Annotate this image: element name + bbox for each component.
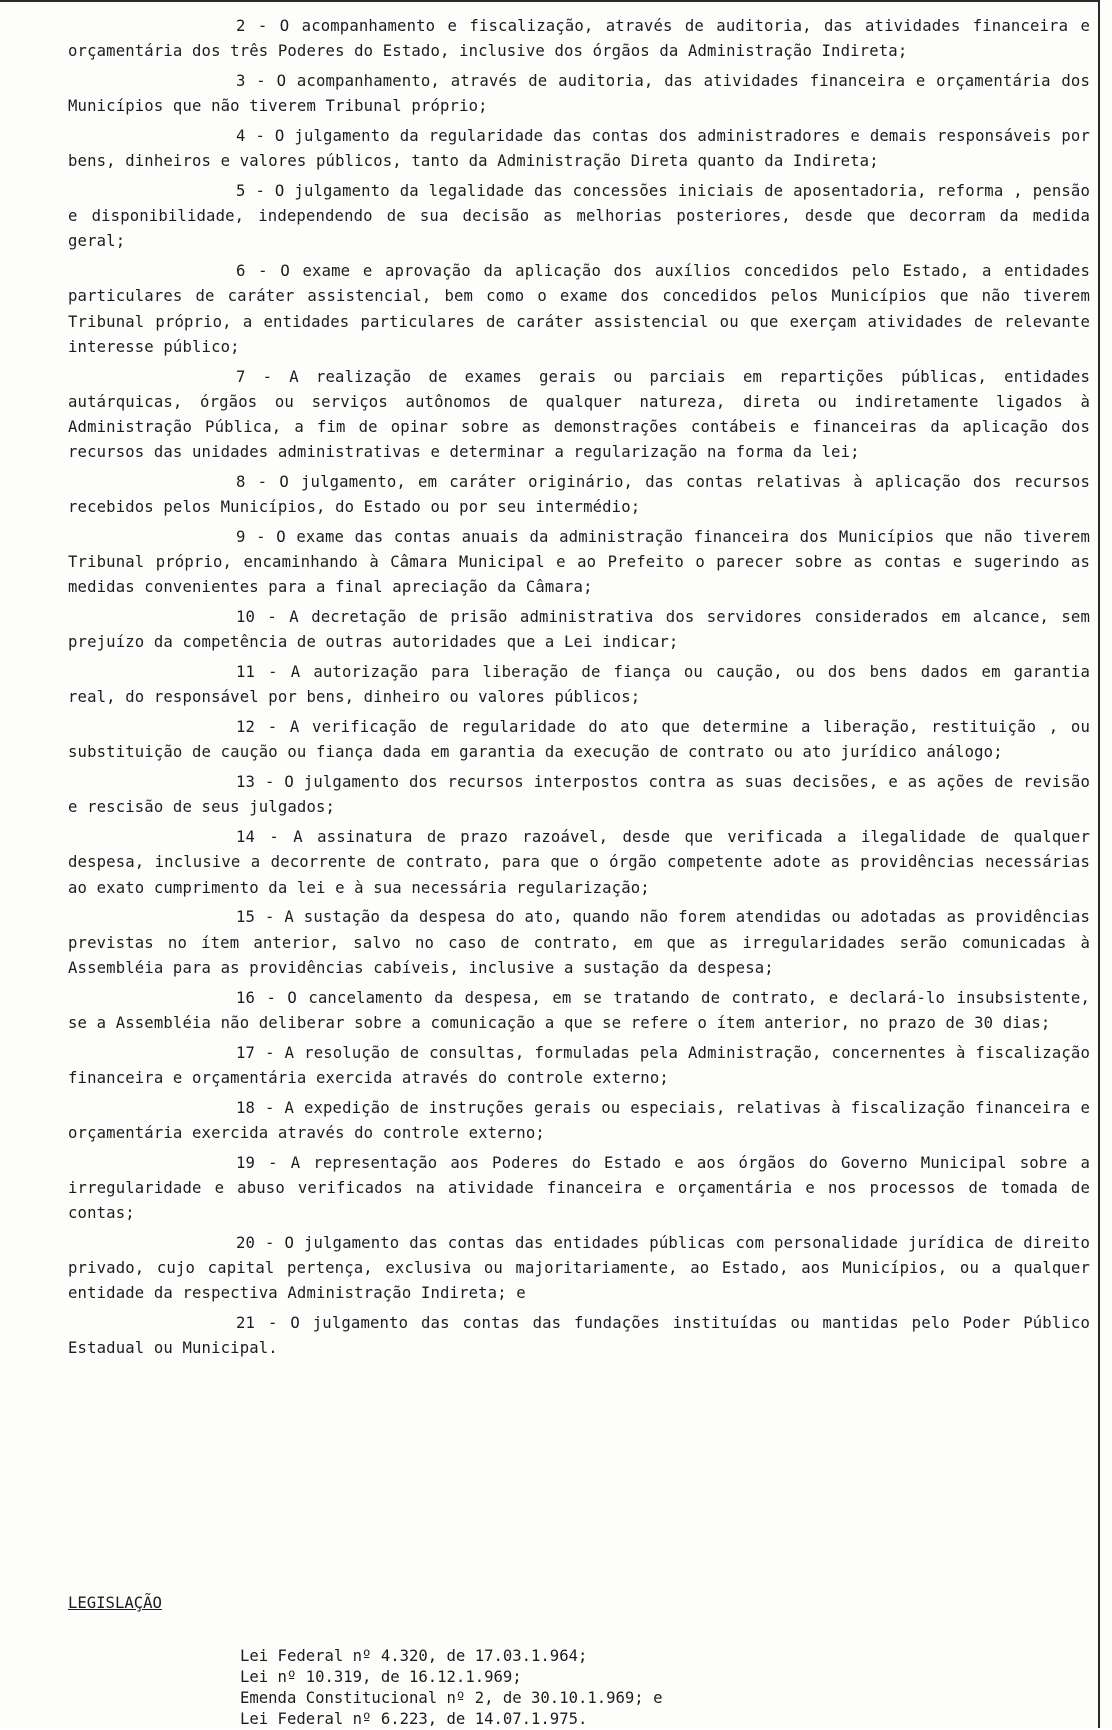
item-4: 4 - O julgamento da regularidade das contas dos administradores e demais responsáveis por bens, dinheiros e valores públicos, tanto da Administração Direta quanto da Indireta; [68, 127, 1090, 171]
item-6: 6 - O exame e aprovação da aplicação dos auxílios concedidos pelo Estado, a entidades particulares de caráter assistencial, bem como o exame dos concedidos pelos Municípios que não tiverem Tribunal próprio, a entidades particulares de caráter assistencial ou que exerçam atividades de relevante interesse público; [68, 262, 1090, 356]
item-15: 15 - A sustação da despesa do ato, quando não forem atendidas ou adotadas as providências previstas no ítem anterior, salvo no caso de contrato, em que as irregularidades serão comunicadas à Assembléia para as providências cabíveis, inclusive a sustação da despesa; [68, 908, 1090, 977]
legislacao-ref: Lei Federal nº 6.223, de 14.07.1.975. [240, 1710, 588, 1728]
legislacao-ref: Emenda Constitucional nº 2, de 30.10.1.969; e [240, 1689, 663, 1707]
item-2: 2 - O acompanhamento e fiscalização, através de auditoria, das atividades financeira e orçamentária dos três Poderes do Estado, inclusive dos órgãos da Administração Indireta; [68, 17, 1090, 61]
item-9: 9 - O exame das contas anuais da administração financeira dos Municípios que não tiverem Tribunal próprio, encaminhando à Câmara Municipal e ao Prefeito o parecer sobre as contas e sugerindo as medidas convenientes para a final apreciação da Câmara; [68, 528, 1090, 597]
legislacao-heading: LEGISLAÇÃO [68, 1594, 162, 1612]
item-18: 18 - A expedição de instruções gerais ou especiais, relativas à fiscalização financeira e orçamentária exercida através do controle externo; [68, 1098, 1090, 1142]
item-10: 10 - A decretação de prisão administrativa dos servidores considerados em alcance, sem prejuízo da competência de outras autoridades que a Lei indicar; [68, 608, 1090, 652]
item-3: 3 - O acompanhamento, através de auditoria, das atividades financeira e orçamentária dos Municípios que não tiverem Tribunal próprio; [68, 72, 1090, 116]
item-11: 11 - A autorização para liberação de fiança ou caução, ou dos bens dados em garantia real, do responsável por bens, dinheiro ou valores públicos; [68, 663, 1090, 707]
top-border-line [0, 0, 1100, 2]
legislacao-ref: Lei Federal nº 4.320, de 17.03.1.964; [240, 1647, 588, 1665]
item-8: 8 - O julgamento, em caráter originário, das contas relativas à aplicação dos recursos recebidos pelos Municípios, do Estado ou por seu intermédio; [68, 473, 1090, 517]
legislacao-ref: Lei nº 10.319, de 16.12.1.969; [240, 1668, 522, 1686]
item-14: 14 - A assinatura de prazo razoável, desde que verificada a ilegalidade de qualquer despesa, inclusive a decorrente de contrato, para que o órgão competente adote as providências necessárias ao exato cumprimento da lei e à sua necessária regularização; [68, 828, 1090, 897]
right-border-line [1098, 0, 1100, 1728]
item-5: 5 - O julgamento da legalidade das concessões iniciais de aposentadoria, reforma , pensão e disponibilidade, independendo de sua decisão as melhorias posteriores, desde que decorram da medida geral; [68, 182, 1090, 251]
competencias-list [68, 14, 1090, 1366]
item-17: 17 - A resolução de consultas, formuladas pela Administração, concernentes à fiscalização financeira e orçamentária exercida através do controle externo; [68, 1043, 1090, 1087]
item-21: 21 - O julgamento das contas das fundações instituídas ou mantidas pelo Poder Público Estadual ou Municipal. [68, 1314, 1090, 1358]
item-20: 20 - O julgamento das contas das entidades públicas com personalidade jurídica de direito privado, cujo capital pertença, exclusiva ou majoritariamente, ao Estado, aos Municípios, ou a qualquer entidade da respectiva Administração Indireta; e [68, 1233, 1090, 1303]
item-16: 16 - O cancelamento da despesa, em se tratando de contrato, e declará-lo insubsistente, se a Assembléia não deliberar sobre a comunicação a que se refere o ítem anterior, no prazo de 30 dias; [68, 988, 1090, 1032]
item-19: 19 - A representação aos Poderes do Estado e aos órgãos do Governo Municipal sobre a irregularidade e abuso verificados na atividade financeira e orçamentária e nos processos de tomada de contas; [68, 1153, 1090, 1223]
item-7: 7 - A realização de exames gerais ou parciais em repartições públicas, entidades autárquicas, órgãos ou serviços autônomos de qualquer natureza, direta ou indiretamente ligados à Administração Pública, a fim de opinar sobre as demonstrações contábeis e financeiras da aplicação dos recursos das unidades administrativas e determinar a regularização na forma da lei; [68, 367, 1090, 462]
legislacao-list [240, 1646, 662, 1730]
item-12: 12 - A verificação de regularidade do ato que determine a liberação, restituição , ou substituição de caução ou fiança dada em garantia da execução de contrato ou ato jurídico análogo; [68, 718, 1090, 762]
item-13: 13 - O julgamento dos recursos interpostos contra as suas decisões, e as ações de revisão e rescisão de seus julgados; [68, 773, 1090, 817]
